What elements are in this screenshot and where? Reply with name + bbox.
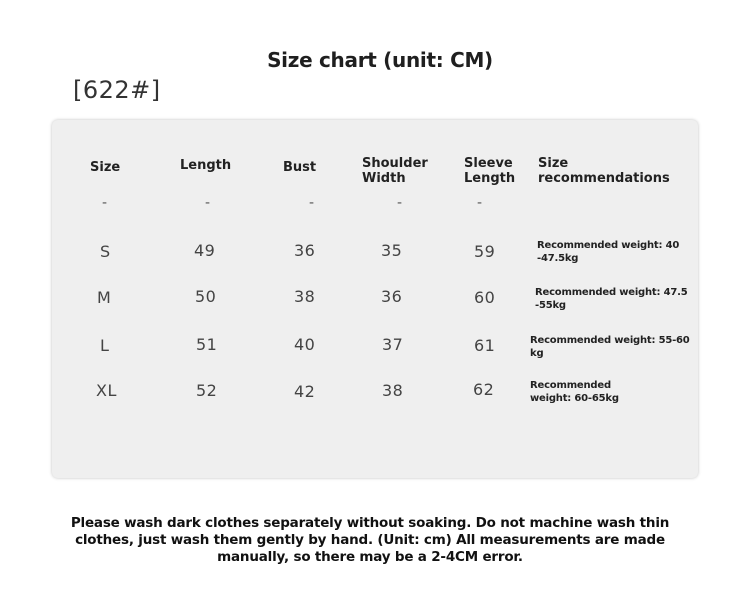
care-line2: clothes, just wash them gently by hand. (Unit: cm) All measurements are made bbox=[75, 532, 665, 548]
dash-length: - bbox=[205, 195, 211, 211]
rec-line2: -55kg bbox=[535, 300, 566, 311]
product-code: [622#] bbox=[73, 76, 161, 104]
cell-bust: 36 bbox=[294, 241, 316, 260]
header-sleeve-line2: Length bbox=[464, 171, 516, 186]
cell-size: XL bbox=[96, 381, 117, 400]
cell-bust: 38 bbox=[294, 287, 316, 306]
care-line3: manually, so there may be a 2-4CM error. bbox=[217, 549, 523, 565]
rec-line2: kg bbox=[530, 348, 544, 359]
rec-line1: Recommended weight: 40 bbox=[537, 240, 680, 251]
dash-bust: - bbox=[309, 195, 315, 211]
header-rec-line1: Size bbox=[538, 156, 569, 171]
header-sleeve-line1: Sleeve bbox=[464, 156, 513, 171]
cell-recommendation bbox=[530, 379, 619, 405]
header-sleeve-length bbox=[464, 156, 515, 186]
cell-sleeve: 62 bbox=[473, 380, 495, 399]
header-size-recommendations bbox=[538, 156, 670, 186]
header-length: Length bbox=[180, 158, 232, 173]
header-shoulder-width bbox=[362, 156, 428, 186]
rec-line1: Recommended weight: 47.5 bbox=[535, 287, 688, 298]
cell-recommendation bbox=[537, 239, 679, 265]
cell-length: 50 bbox=[195, 287, 217, 306]
cell-length: 52 bbox=[196, 381, 218, 400]
size-table bbox=[52, 120, 698, 478]
cell-size: M bbox=[97, 288, 112, 307]
cell-recommendation bbox=[530, 334, 690, 360]
cell-recommendation bbox=[535, 286, 687, 312]
cell-size: S bbox=[100, 242, 111, 261]
header-shoulder-line1: Shoulder bbox=[362, 156, 428, 171]
header-shoulder-line2: Width bbox=[362, 171, 406, 186]
rec-line1: Recommended weight: 55-60 bbox=[530, 335, 690, 346]
cell-shoulder: 37 bbox=[382, 335, 404, 354]
cell-sleeve: 59 bbox=[474, 242, 496, 261]
cell-shoulder: 38 bbox=[382, 381, 404, 400]
cell-length: 51 bbox=[196, 335, 218, 354]
rec-line1: Recommended bbox=[530, 380, 611, 391]
dash-shoulder: - bbox=[397, 195, 403, 211]
rec-line2: -47.5kg bbox=[537, 253, 579, 264]
care-instructions bbox=[70, 515, 670, 566]
cell-sleeve: 61 bbox=[474, 336, 496, 355]
header-bust: Bust bbox=[283, 160, 317, 175]
page-title: Size chart (unit: CM) bbox=[267, 48, 493, 72]
header-size: Size bbox=[90, 160, 121, 175]
dash-size: - bbox=[102, 195, 108, 211]
cell-shoulder: 35 bbox=[381, 241, 403, 260]
rec-line2: weight: 60-65kg bbox=[530, 393, 619, 404]
header-rec-line2: recommendations bbox=[538, 171, 670, 186]
cell-sleeve: 60 bbox=[474, 288, 496, 307]
cell-shoulder: 36 bbox=[381, 287, 403, 306]
cell-size: L bbox=[100, 336, 110, 355]
cell-bust: 42 bbox=[294, 382, 316, 401]
care-line1: Please wash dark clothes separately without soaking. Do not machine wash thin bbox=[70, 515, 670, 531]
dash-sleeve: - bbox=[477, 195, 483, 211]
cell-bust: 40 bbox=[294, 335, 316, 354]
cell-length: 49 bbox=[194, 241, 216, 260]
